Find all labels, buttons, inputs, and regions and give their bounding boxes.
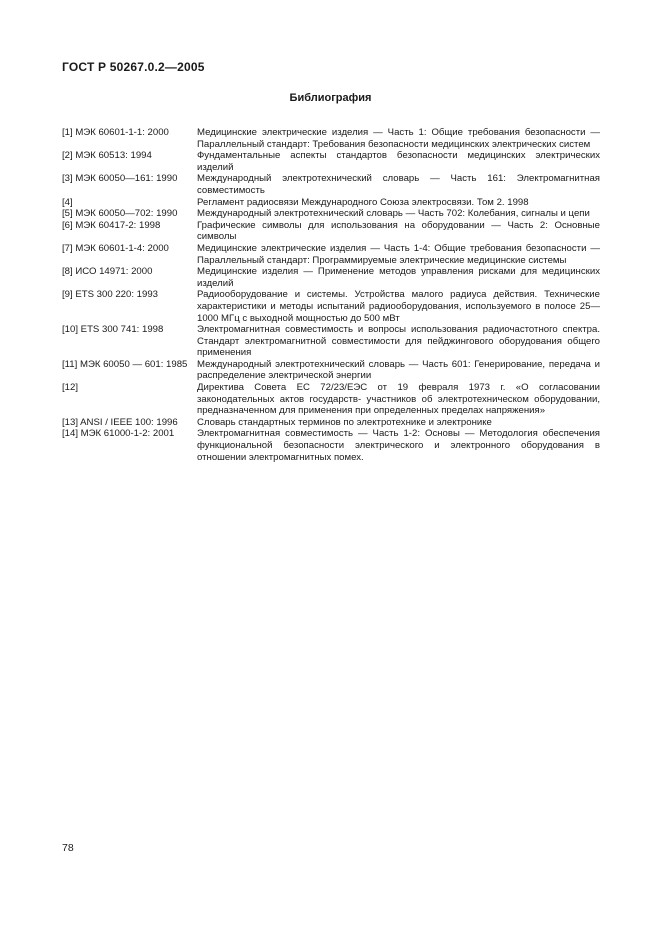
entry-description: Медицинские электрические изделия — Часть 1-4: Общие требования безопасности — Параллельный стандарт: Программируемые электрические медицинские системы <box>197 242 600 266</box>
entry-reference: [3] МЭК 60050—161: 1990 <box>62 173 178 185</box>
entry-description: Регламент радиосвязи Международного Союза электросвязи. Том 2. 1998 <box>197 196 529 208</box>
entry-reference: [5] МЭК 60050—702: 1990 <box>62 208 178 220</box>
entry-reference: [9] ETS 300 220: 1993 <box>62 289 159 301</box>
bibliography-entry <box>62 359 600 382</box>
entry-reference: [14] МЭК 61000-1-2: 2001 <box>62 428 175 440</box>
entry-description: Медицинские изделия — Применение методов управления рисками для медицинских изделий <box>197 266 600 289</box>
bibliography-entry <box>62 289 600 324</box>
entry-description: Электромагнитная совместимость — Часть 1-2: Основы — Методология обеспечения функциональной безопасности электрического и электронного оборудования в отношении электромагнитных помех. <box>197 428 600 463</box>
bibliography-entry <box>62 173 600 196</box>
entry-reference: [7] МЭК 60601-1-4: 2000 <box>62 242 169 254</box>
entry-description: Директива Совета ЕС 72/23/ЕЭС от 19 февраля 1973 г. «О согласовании законодательных актов государств- участников об электротехническом оборудовании, предназначенном для применения при определенных пределах напряжения» <box>197 382 600 417</box>
entry-reference: [11] МЭК 60050 — 601: 1985 <box>62 358 188 370</box>
entry-description: Словарь стандартных терминов по электротехнике и электронике <box>197 416 492 428</box>
page-number: 78 <box>62 842 74 854</box>
entry-description: Графические символы для использования на оборудовании — Часть 2: Основные символы <box>197 219 600 243</box>
entry-description: Международный электротехнический словарь — Часть 702: Колебания, сигналы и цепи <box>197 208 590 220</box>
bibliography-entry <box>62 150 600 173</box>
bibliography-entry <box>62 197 600 209</box>
bibliography-list <box>62 127 600 463</box>
document-header: ГОСТ Р 50267.0.2—2005 <box>62 60 205 74</box>
entry-reference: [6] МЭК 60417-2: 1998 <box>62 219 161 231</box>
entry-description: Международный электротехнический словарь — Часть 601: Генерирование, передача и распределение электрической энергии <box>197 358 600 382</box>
entry-reference: [10] ETS 300 741: 1998 <box>62 324 164 336</box>
entry-reference: [4] <box>62 196 73 208</box>
bibliography-entry <box>62 324 600 359</box>
bibliography-entry <box>62 382 600 417</box>
entry-reference: [8] ИСО 14971: 2000 <box>62 266 153 278</box>
bibliography-entry <box>62 127 600 150</box>
entry-description: Радиооборудование и системы. Устройства малого радиуса действия. Технические характеристики и методы испытаний радиооборудования, используемого в полосе 25—1000 МГц с выходной мощностью до 500 мВт <box>197 289 600 324</box>
entry-description: Фундаментальные аспекты стандартов безопасности медицинских электрических изделий <box>197 150 600 173</box>
bibliography-entry <box>62 428 600 463</box>
bibliography-entry <box>62 266 600 289</box>
entry-reference: [1] МЭК 60601-1-1: 2000 <box>62 127 169 138</box>
bibliography-entry <box>62 208 600 220</box>
entry-reference: [13] ANSI / IEEE 100: 1996 <box>62 416 178 428</box>
page-title: Библиография <box>289 92 372 104</box>
bibliography-entry <box>62 220 600 243</box>
entry-reference: [12] <box>62 382 79 394</box>
entry-description: Электромагнитная совместимость и вопросы использования радиочастотного спектра. Стандарт электромагнитной совместимости для пейджингового оборудования общего применения <box>197 324 600 359</box>
entry-reference: [2] МЭК 60513: 1994 <box>62 150 152 162</box>
bibliography-entry <box>62 243 600 266</box>
entry-description: Международный электротехнический словарь — Часть 161: Электромагнитная совместимость <box>197 173 600 196</box>
entry-description: Медицинские электрические изделия — Часть 1: Общие требования безопасности — Параллельный стандарт: Требования безопасности медицинских электрических систем <box>197 127 600 150</box>
bibliography-entry <box>62 417 600 429</box>
